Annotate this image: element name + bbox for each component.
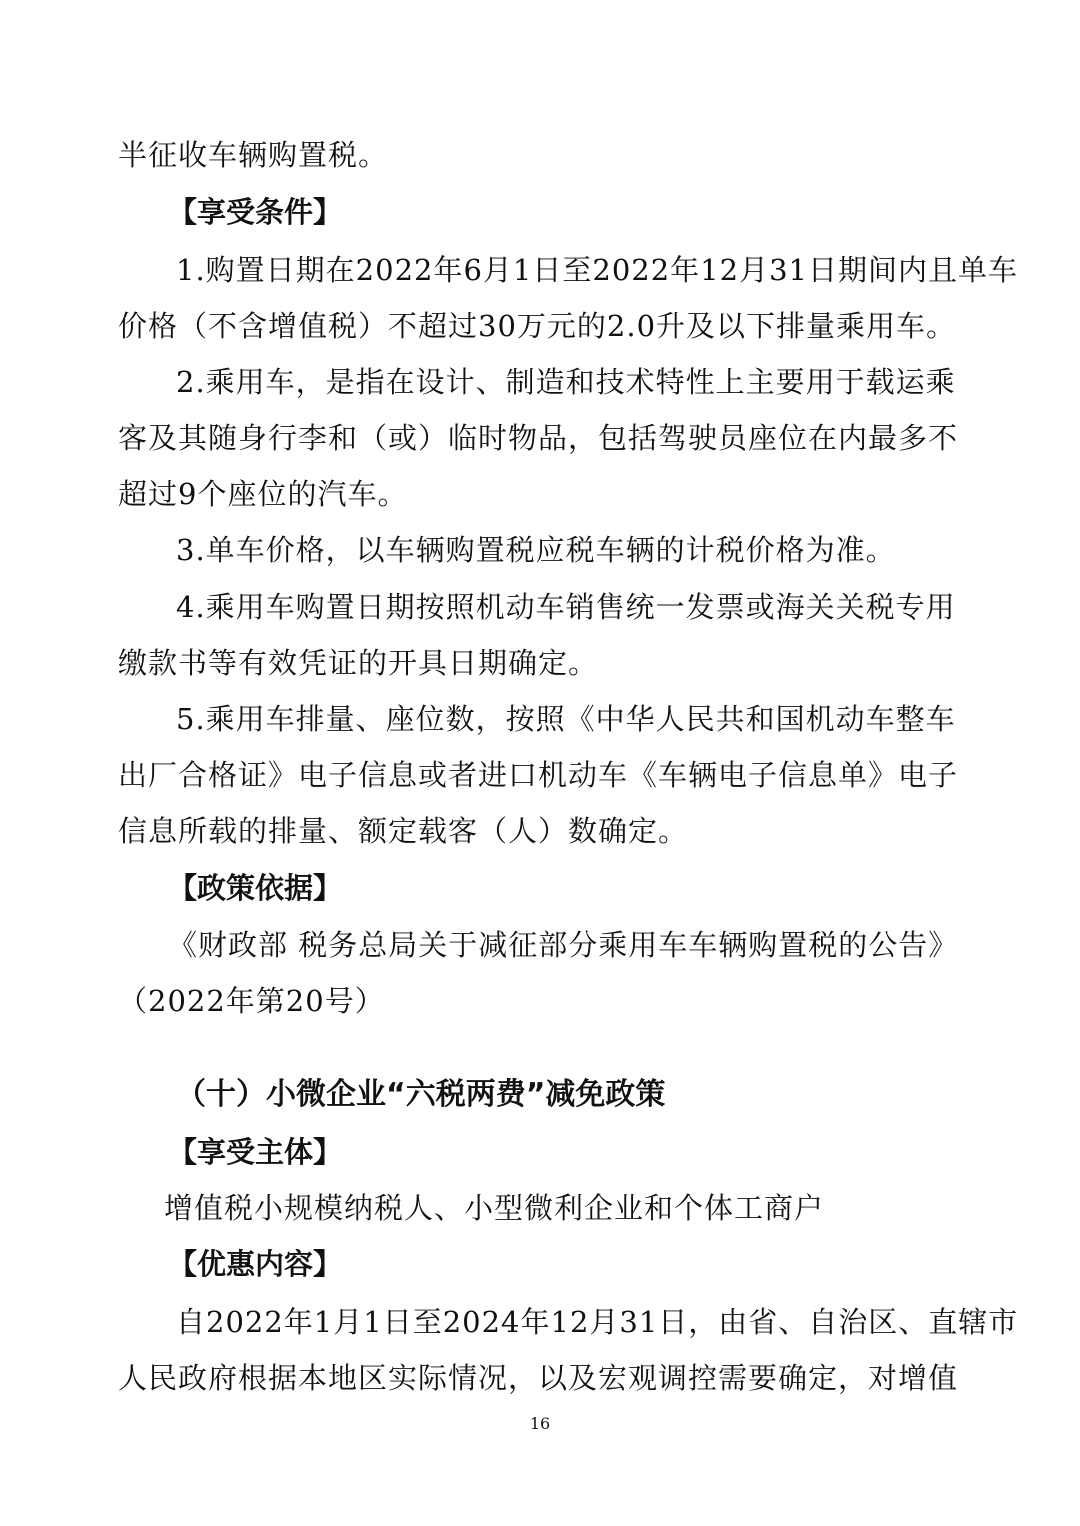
condition-1-line-2: 价格（不含增值税）不超过30万元的2.0升及以下排量乘用车。 <box>118 309 957 343</box>
condition-3-line-1: 3.单车价格，以车辆购置税应税车辆的计税价格为准。 <box>176 533 896 567</box>
condition-5-line-3: 信息所载的排量、额定载客（人）数确定。 <box>118 814 689 848</box>
content-line-2: 人民政府根据本地区实际情况，以及宏观调控需要确定，对增值 <box>118 1361 959 1395</box>
section-10-title: （十）小微企业“六税两费”减免政策 <box>176 1077 666 1112</box>
subject-heading: 【享受主体】 <box>168 1135 343 1169</box>
condition-4-line-2: 缴款书等有效凭证的开具日期确定。 <box>118 646 599 680</box>
conditions-heading: 【享受条件】 <box>168 195 343 229</box>
continuation-text: 半征收车辆购置税。 <box>118 138 389 172</box>
basis-line-2: （2022年第20号） <box>118 984 385 1018</box>
subject-text: 增值税小规模纳税人、小型微利企业和个体工商户 <box>164 1191 825 1225</box>
condition-2-line-1: 2.乘用车，是指在设计、制造和技术特性上主要用于载运乘 <box>176 365 956 399</box>
content-line-1: 自2022年1月1日至2024年12月31日，由省、自治区、直辖市 <box>176 1305 1019 1339</box>
content-heading: 【优惠内容】 <box>168 1247 343 1281</box>
condition-2-line-3: 超过9个座位的汽车。 <box>118 477 408 511</box>
basis-heading: 【政策依据】 <box>168 871 343 905</box>
page-number: 16 <box>529 1414 551 1433</box>
condition-5-line-2: 出厂合格证》电子信息或者进口机动车《车辆电子信息单》电子 <box>118 758 959 792</box>
condition-5-line-1: 5.乘用车排量、座位数，按照《中华人民共和国机动车整车 <box>176 702 956 736</box>
condition-2-line-2: 客及其随身行李和（或）临时物品，包括驾驶员座位在内最多不 <box>118 421 959 455</box>
condition-1-line-1: 1.购置日期在2022年6月1日至2022年12月31日期间内且单车 <box>176 253 1018 287</box>
condition-4-line-1: 4.乘用车购置日期按照机动车销售统一发票或海关关税专用 <box>176 590 956 624</box>
basis-line-1: 《财政部 税务总局关于减征部分乘用车车辆购置税的公告》 <box>168 928 959 962</box>
